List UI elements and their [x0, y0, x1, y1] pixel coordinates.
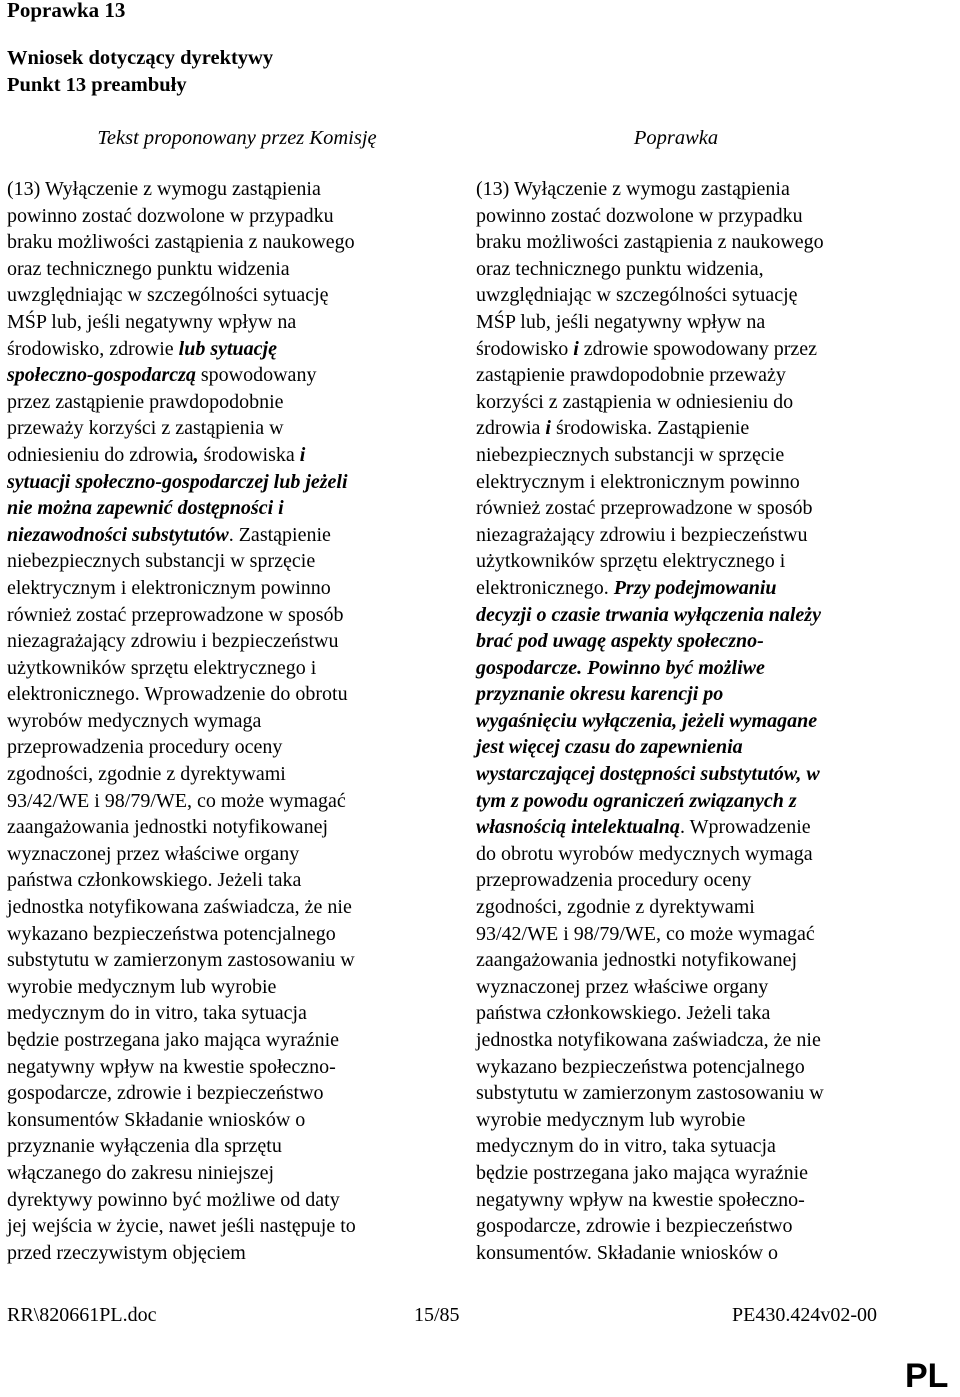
- amendment-text-line: [476, 1000, 956, 1027]
- text-run-changed: brać pod uwagę aspekty społeczno-: [476, 630, 764, 653]
- text-run: substytutu w zamierzonym zastosowaniu w: [476, 1082, 824, 1105]
- commission-text-line: [7, 1160, 467, 1187]
- commission-text-line: [7, 389, 467, 416]
- text-run: 93/42/WE i 98/79/WE, co może wymagać: [7, 789, 346, 812]
- text-run: niezagrażający zdrowiu i bezpieczeństwu: [7, 630, 339, 653]
- text-run: spowodowany: [195, 364, 317, 387]
- commission-text-line: [7, 734, 467, 761]
- commission-text-line: [7, 1027, 467, 1054]
- text-run-changed: Przy podejmowaniu: [613, 576, 777, 599]
- commission-text-line: [7, 309, 467, 336]
- amendment-text-line: [476, 1187, 956, 1214]
- text-run: przed rzeczywistym objęciem: [7, 1241, 246, 1264]
- text-run-changed: lub sytuację: [178, 337, 277, 360]
- amendment-text-line: [476, 681, 956, 708]
- commission-text-line: [7, 1213, 467, 1240]
- text-run: zastąpienie prawdopodobnie przeważy: [476, 364, 786, 387]
- text-run: MŚP lub, jeśli negatywny wpływ na: [7, 310, 297, 333]
- footer-document-reference: PE430.424v02-00: [732, 1304, 877, 1326]
- text-run-changed: tym z powodu ograniczeń związanych z: [476, 789, 797, 812]
- amendment-text-line: [476, 442, 956, 469]
- text-run: jej wejścia w życie, nawet jeśli następuje to: [7, 1215, 356, 1238]
- text-run: przyznanie wyłączenia dla sprzętu: [7, 1135, 282, 1158]
- commission-text-line: [7, 788, 467, 815]
- amendment-text-line: [476, 1213, 956, 1240]
- text-run: niebezpiecznych substancji w sprzęcie: [7, 550, 316, 573]
- proposal-header: [7, 45, 273, 98]
- amendment-text-line: [476, 974, 956, 1001]
- text-run: do obrotu wyrobów medycznych wymaga: [476, 842, 813, 865]
- text-run: użytkowników sprzętu elektrycznego i: [7, 656, 317, 679]
- text-run-changed: i: [573, 337, 579, 360]
- text-run: wyznaczonej przez właściwe organy: [7, 842, 300, 865]
- recital-reference: Punkt 13 preambuły: [7, 73, 187, 96]
- text-run: powinno zostać dozwolone w przypadku: [476, 204, 803, 227]
- commission-text-line: [7, 1054, 467, 1081]
- text-run: elektrycznym i elektronicznym powinno: [7, 576, 331, 599]
- commission-text-heading: Tekst proponowany przez Komisję: [97, 127, 377, 149]
- commission-text-line: [7, 708, 467, 735]
- text-run: przeprowadzenia procedury oceny: [476, 869, 752, 892]
- text-run: użytkowników sprzętu elektrycznego i: [476, 550, 786, 573]
- text-run: (13) Wyłączenie z wymogu zastąpienia: [7, 178, 321, 200]
- amendment-text-line: [476, 1027, 956, 1054]
- text-run: wyrobie medycznym lub wyrobie: [7, 975, 277, 998]
- commission-text-line: [7, 1080, 467, 1107]
- amendment-text-line: [476, 1054, 956, 1081]
- text-run: również zostać przeprowadzone w sposób: [7, 603, 344, 626]
- amendment-text-line: [476, 415, 956, 442]
- proposal-title: Wniosek dotyczący dyrektywy: [7, 47, 274, 69]
- text-run: wyrobie medycznym lub wyrobie: [476, 1108, 746, 1131]
- text-run: dyrektywy powinno być możliwe od daty: [7, 1188, 340, 1211]
- amendment-text-line: [476, 176, 956, 203]
- text-run: korzyści z zastąpienia w odniesieniu do: [476, 390, 794, 413]
- amendment-text-line: [476, 814, 956, 841]
- commission-text-line: [7, 602, 467, 629]
- amendment-text-line: [476, 734, 956, 761]
- text-run: przeprowadzenia procedury oceny: [7, 736, 283, 759]
- text-run-changed: i: [545, 417, 551, 440]
- text-run: . Zastąpienie: [228, 523, 331, 546]
- commission-text-line: [7, 229, 467, 256]
- text-run: państwa członkowskiego. Jeżeli taka: [476, 1002, 771, 1025]
- text-run: środowiska: [198, 443, 300, 466]
- amendment-heading: Poprawka: [633, 127, 719, 149]
- commission-text-line: [7, 362, 467, 389]
- text-run: włączanego do zakresu niniejszej: [7, 1161, 275, 1184]
- text-run: medycznym do in vitro, taka sytuacja: [476, 1135, 776, 1158]
- text-run: zdrowie spowodowany przez: [578, 337, 818, 360]
- text-run: braku możliwości zastąpienia z naukowego: [476, 231, 824, 254]
- text-run: zaangażowania jednostki notyfikowanej: [7, 816, 328, 839]
- text-run: będzie postrzegana jako mająca wyraźnie: [476, 1161, 809, 1184]
- commission-text-column: [7, 176, 467, 1266]
- text-run: niezagrażający zdrowiu i bezpieczeństwu: [476, 523, 808, 546]
- text-run: medycznym do in vitro, taka sytuacja: [7, 1002, 307, 1025]
- amendment-text-line: [476, 1160, 956, 1187]
- text-run: negatywny wpływ na kwestie społeczno-: [476, 1188, 805, 1211]
- text-run-changed: wystarczającej dostępności substytutów, w: [476, 763, 820, 786]
- text-run-changed: społeczno-gospodarczą: [7, 364, 196, 387]
- amendment-text-line: [476, 947, 956, 974]
- text-run: odniesieniu do zdrowia: [7, 443, 194, 466]
- amendment-text-line: [476, 1080, 956, 1107]
- amendment-text-line: [476, 575, 956, 602]
- text-run: państwa członkowskiego. Jeżeli taka: [7, 869, 302, 892]
- amendment-text-line: [476, 389, 956, 416]
- amendment-text-line: [476, 548, 956, 575]
- text-run: powinno zostać dozwolone w przypadku: [7, 204, 334, 227]
- text-run: gospodarcze, zdrowie i bezpieczeństwo: [7, 1082, 324, 1105]
- text-run: jednostka notyfikowana zaświadcza, że nie: [7, 896, 352, 919]
- amendment-text-line: [476, 309, 956, 336]
- commission-text-line: [7, 655, 467, 682]
- commission-text-line: [7, 1240, 467, 1267]
- commission-text-line: [7, 575, 467, 602]
- text-run-changed: przyznanie okresu karencji po: [476, 683, 724, 706]
- commission-text-line: [7, 1107, 467, 1134]
- commission-text-line: [7, 256, 467, 283]
- amendment-text-line: [476, 1240, 956, 1267]
- amendment-text-line: [476, 788, 956, 815]
- text-run: wyrobów medycznych wymaga: [7, 709, 262, 732]
- text-run: zaangażowania jednostki notyfikowanej: [476, 949, 797, 972]
- text-run: elektronicznego. Wprowadzenie do obrotu: [7, 683, 348, 706]
- amendment-text-line: [476, 1133, 956, 1160]
- text-run: przez zastąpienie prawdopodobnie: [7, 390, 284, 413]
- text-run-changed: i: [299, 443, 306, 466]
- amendment-text-line: [476, 203, 956, 230]
- text-run: zdrowia: [476, 417, 546, 440]
- text-run-changed: wygaśnięciu wyłączenia, jeżeli wymagane: [476, 709, 818, 732]
- text-run: 93/42/WE i 98/79/WE, co może wymagać: [476, 922, 815, 945]
- commission-text-line: [7, 974, 467, 1001]
- commission-text-line: [7, 203, 467, 230]
- amendment-text-line: [476, 1107, 956, 1134]
- commission-text-line: [7, 1133, 467, 1160]
- text-run: środowisko, zdrowie: [7, 337, 179, 360]
- text-run: środowisko: [476, 337, 574, 360]
- amendment-text-line: [476, 282, 956, 309]
- commission-text-line: [7, 469, 467, 496]
- text-run: substytutu w zamierzonym zastosowaniu w: [7, 949, 355, 972]
- commission-text-line: [7, 1187, 467, 1214]
- text-run: zgodności, zgodnie z dyrektywami: [7, 763, 286, 786]
- amendment-text-line: [476, 256, 956, 283]
- commission-text-line: [7, 176, 467, 203]
- text-run-changed: gospodarcze. Powinno być możliwe: [476, 656, 765, 679]
- commission-text-line: [7, 761, 467, 788]
- text-run-changed: jest więcej czasu do zapewnienia: [476, 736, 743, 759]
- amendment-text-line: [476, 602, 956, 629]
- amendment-text-line: [476, 894, 956, 921]
- amendment-text-line: [476, 921, 956, 948]
- commission-text-line: [7, 282, 467, 309]
- commission-text-line: [7, 921, 467, 948]
- text-run: elektrycznym i elektronicznym powinno: [476, 470, 800, 493]
- commission-text-line: [7, 841, 467, 868]
- text-run-changed: nie można zapewnić dostępności i: [7, 497, 284, 520]
- commission-text-line: [7, 894, 467, 921]
- commission-text-line: [7, 947, 467, 974]
- text-run: zgodności, zgodnie z dyrektywami: [476, 896, 755, 919]
- text-run: oraz technicznego punktu widzenia,: [476, 257, 764, 280]
- amendment-number: Poprawka 13: [7, 0, 126, 22]
- text-run-changed: niezawodności substytutów: [7, 523, 229, 546]
- text-run: negatywny wpływ na kwestie społeczno-: [7, 1055, 336, 1078]
- text-run: MŚP lub, jeśli negatywny wpływ na: [476, 310, 766, 333]
- text-run: środowiska. Zastąpienie: [550, 417, 750, 440]
- amendment-text-line: [476, 522, 956, 549]
- language-code: PL: [905, 1357, 949, 1395]
- commission-text-line: [7, 415, 467, 442]
- text-run: również zostać przeprowadzone w sposób: [476, 497, 813, 520]
- footer-page-number: 15/85: [414, 1304, 460, 1326]
- commission-text-line: [7, 442, 467, 469]
- text-run: wyznaczonej przez właściwe organy: [476, 975, 769, 998]
- text-run: konsumentów. Składanie wniosków o: [476, 1241, 779, 1264]
- amendment-text-line: [476, 229, 956, 256]
- text-run: konsumentów Składanie wniosków o: [7, 1108, 306, 1131]
- amendment-text-line: [476, 628, 956, 655]
- text-run: niebezpiecznych substancji w sprzęcie: [476, 443, 785, 466]
- text-run: wykazano bezpieczeństwa potencjalnego: [7, 922, 336, 945]
- commission-text-line: [7, 867, 467, 894]
- amendment-text-line: [476, 867, 956, 894]
- amendment-text-line: [476, 655, 956, 682]
- amendment-text-line: [476, 469, 956, 496]
- amendment-text-line: [476, 336, 956, 363]
- commission-text-line: [7, 628, 467, 655]
- text-run: wykazano bezpieczeństwa potencjalnego: [476, 1055, 805, 1078]
- text-run-changed: własnością intelektualną: [476, 816, 680, 839]
- text-run-changed: sytuacji społeczno-gospodarczej lub jeżeli: [7, 470, 348, 493]
- text-run: oraz technicznego punktu widzenia: [7, 257, 290, 280]
- text-run: (13) Wyłączenie z wymogu zastąpienia: [476, 178, 790, 200]
- amendment-text-line: [476, 362, 956, 389]
- text-run: uwzględniając w szczególności sytuację: [7, 284, 329, 307]
- text-run: elektronicznego.: [476, 576, 614, 599]
- amendment-text-column: [476, 176, 956, 1266]
- text-run: jednostka notyfikowana zaświadcza, że nie: [476, 1029, 821, 1051]
- text-run-changed: ,: [193, 443, 199, 466]
- text-run: będzie postrzegana jako mająca wyraźnie: [7, 1029, 340, 1051]
- commission-text-line: [7, 814, 467, 841]
- amendment-text-line: [476, 708, 956, 735]
- amendment-text-line: [476, 841, 956, 868]
- text-run: przeważy korzyści z zastąpienia w: [7, 417, 284, 440]
- text-run: braku możliwości zastąpienia z naukowego: [7, 231, 355, 254]
- commission-text-line: [7, 1000, 467, 1027]
- text-run: uwzględniając w szczególności sytuację: [476, 284, 798, 307]
- amendment-text-line: [476, 761, 956, 788]
- text-run: gospodarcze, zdrowie i bezpieczeństwo: [476, 1215, 793, 1238]
- commission-text-line: [7, 336, 467, 363]
- text-run-changed: decyzji o czasie trwania wyłączenia należy: [476, 603, 821, 626]
- amendment-text-line: [476, 495, 956, 522]
- commission-text-line: [7, 681, 467, 708]
- footer-file-name: RR\820661PL.doc: [7, 1304, 157, 1326]
- text-run: . Wprowadzenie: [679, 816, 811, 839]
- commission-text-line: [7, 522, 467, 549]
- commission-text-line: [7, 495, 467, 522]
- commission-text-line: [7, 548, 467, 575]
